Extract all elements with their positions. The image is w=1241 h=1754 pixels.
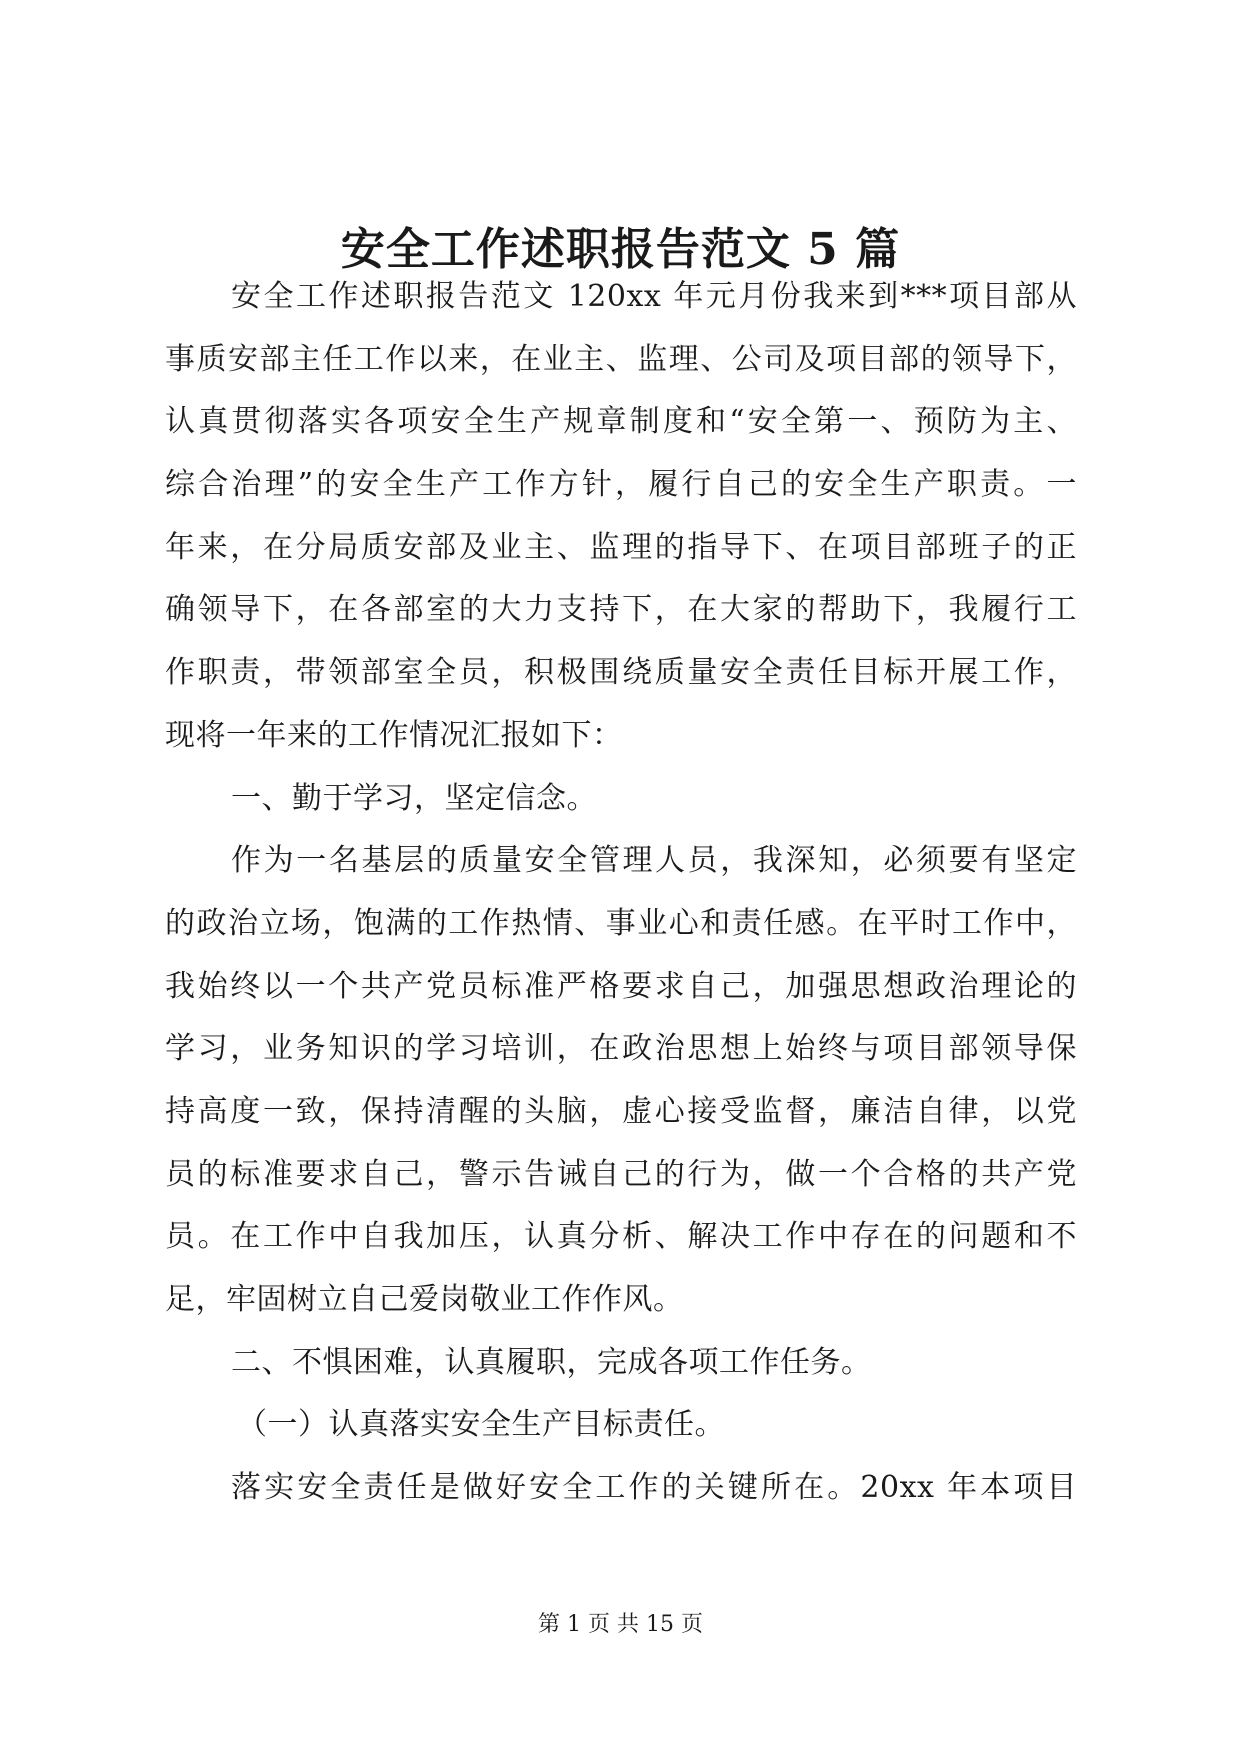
section-heading: 二、不惧困难，认真履职，完成各项工作任务。 <box>231 1344 872 1380</box>
page-footer: 第 1 页 共 15 页 <box>538 1612 703 1637</box>
section-heading: 一、勤于学习，坚定信念。 <box>231 780 597 816</box>
body-line: 持高度一致，保持清醒的头脑，虚心接受监督，廉洁自律，以党 <box>165 1093 1077 1129</box>
body-line: 员。在工作中自我加压，认真分析、解决工作中存在的问题和不 <box>165 1219 1077 1255</box>
document-title: 安全工作述职报告范文 5 篇 <box>340 224 901 275</box>
body-line: 作为一名基层的质量安全管理人员，我深知，必须要有坚定 <box>231 843 1077 879</box>
body-line: 综合治理”的安全生产工作方针，履行自己的安全生产职责。一 <box>165 467 1077 503</box>
body-line: 认真贯彻落实各项安全生产规章制度和“安全第一、预防为主、 <box>165 404 1077 440</box>
body-line: 学习，业务知识的学习培训，在政治思想上始终与项目部领导保 <box>165 1031 1077 1067</box>
document-body <box>165 266 1077 1520</box>
body-line: 员的标准要求自己，警示告诫自己的行为，做一个合格的共产党 <box>165 1156 1077 1192</box>
body-line: 年来，在分局质安部及业主、监理的指导下、在项目部班子的正 <box>165 529 1077 565</box>
body-line: 落实安全责任是做好安全工作的关键所在。20xx 年本项目 <box>231 1470 1077 1506</box>
body-line: 作职责，带领部室全员，积极围绕质量安全责任目标开展工作， <box>165 655 1077 691</box>
subsection-heading: （一）认真落实安全生产目标责任。 <box>237 1407 725 1443</box>
body-line: 我始终以一个共产党员标准严格要求自己，加强思想政治理论的 <box>165 968 1077 1004</box>
body-line: 确领导下，在各部室的大力支持下，在大家的帮助下，我履行工 <box>165 592 1077 628</box>
body-line: 事质安部主任工作以来，在业主、监理、公司及项目部的领导下， <box>165 341 1077 377</box>
body-line: 足，牢固树立自己爱岗敬业工作作风。 <box>165 1282 684 1317</box>
body-line: 现将一年来的工作情况汇报如下： <box>165 717 623 753</box>
body-line: 的政治立场，饱满的工作热情、事业心和责任感。在平时工作中， <box>165 905 1077 941</box>
body-line: 安全工作述职报告范文 120xx 年元月份我来到***项目部从 <box>231 279 1077 314</box>
